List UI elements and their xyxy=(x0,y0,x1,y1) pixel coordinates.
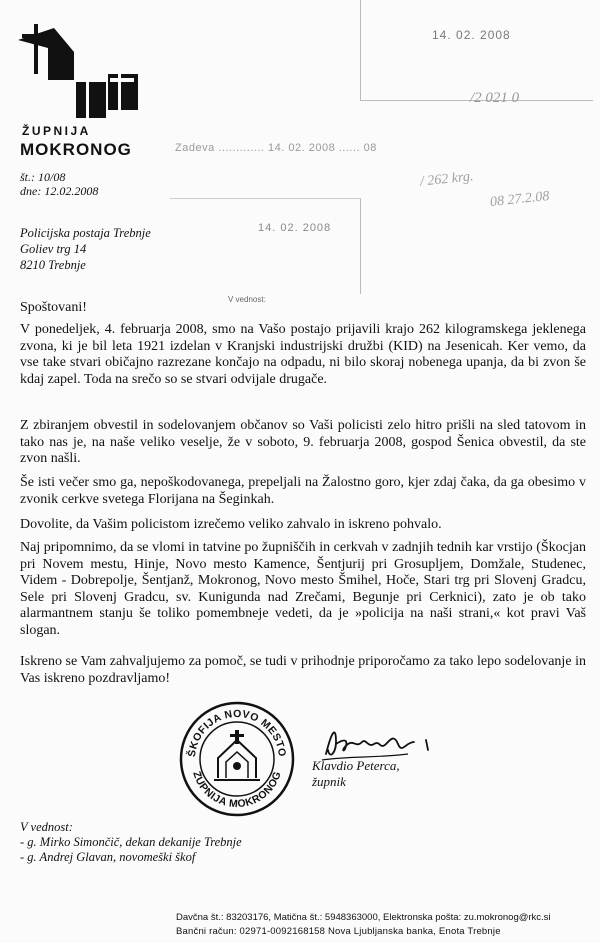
footer-bank-info: Bančni račun: 02971-0092168158 Nova Ljubljanska banka, Enota Trebnje xyxy=(176,926,501,937)
cc-heading: V vednost: xyxy=(20,820,73,834)
greeting: Spoštovani! xyxy=(20,300,87,315)
received-stamp-box xyxy=(360,0,593,101)
cc-item-1: - g. Mirko Simončič, dekan dekanije Trebnje xyxy=(20,835,242,849)
received-stamp-date: 14. 02. 2008 xyxy=(432,28,511,42)
received-stamp-date-2: 14. 02. 2008 xyxy=(258,222,332,234)
seal-bottom-text: ŽUPNIJA MOKRONOG xyxy=(190,769,284,811)
recipient-line-2: Goliev trg 14 xyxy=(20,242,87,256)
parish-logo-icon xyxy=(14,22,142,122)
recipient-line-3: 8210 Trebnje xyxy=(20,258,86,272)
handwritten-note: / 262 krg. xyxy=(419,169,475,190)
parish-seal-icon xyxy=(178,700,296,818)
paragraph-1: V ponedeljek, 4. februarja 2008, smo na Vašo postajo prijavili krajo 262 kilogramskega jeklenega zvona, ki je bil leta 1921 izdelan v Kranjski industrijski družbi (KID) na Jesenicah. Ker vemo, da vse take stvari običajno razrezane končajo na odpadu, ni bilo skoraj nobenega upanja, da bi zvon še kdaj zapel. Toda na srečo so se stvari odvijale drugače. xyxy=(20,322,586,387)
brand-line-2: MOKRONOG xyxy=(20,140,132,159)
registration-stamp-row: Zadeva ............. 14. 02. 2008 ...... 08 xyxy=(175,142,377,154)
recipient-line-1: Policijska postaja Trebnje xyxy=(20,226,151,240)
signatory xyxy=(312,758,400,790)
cc-item-2: - g. Andrej Glavan, novomeški škof xyxy=(20,850,196,864)
paragraph-5: Naj pripomnimo, da se vlomi in tatvine po župniščih in cerkvah v zadnjih tednih kar vrstijo (Škocjan pri Novem mestu, Hinje, Novo mesto Kamence, Šentjurij pri Grosupljem, Domžale, Studenec, Videm - Dobrepolje, Šentjanž, Mokronog, Novo mesto Šmihel, Hoče, Stari trg pri Slovenj Gradcu, Sele pri Slovenj Gradcu, sv. Kunigunda nad Zrečami, Begunje pri Cerknici), zato je ob tako alarmantnem stanju še toliko pomembneje vedeti, da je »policija na naši strani,« kot pravi Vaš slogan. xyxy=(20,540,586,638)
handwritten-date: 08 27.2.08 xyxy=(489,188,551,211)
cc-block xyxy=(20,820,242,865)
handwritten-number: /2 021 0 xyxy=(470,90,520,106)
paragraph-6: Iskreno se Vam zahvaljujemo za pomoč, se tudi v prihodnje priporočamo za tako lepo sodelovanje in Vas iskreno pozdravljamo! xyxy=(20,654,586,686)
stamp-vednost-label: V vednost: xyxy=(228,295,266,304)
paragraph-2: Z zbiranjem obvestil in sodelovanjem občanov so Vaši policisti zelo hitro prišli na sled tatovom in tako nas je, na naše veliko veselje, že v soboto, 9. februarja 2008, gospod Šenica obvestil, da ste zvon našli. xyxy=(20,418,586,466)
brand-line-1: ŽUPNIJA xyxy=(22,124,91,138)
reference-block xyxy=(20,170,98,198)
received-stamp-box-2 xyxy=(170,198,361,294)
reference-date: dne: 12.02.2008 xyxy=(20,184,99,198)
paragraph-3: Še isti večer smo ga, nepoškodovanega, prepeljali na Žalostno goro, kjer zdaj čaka, da ga obesimo v zvonik cerkve svetega Florijana na Šeginkah. xyxy=(20,475,586,507)
signatory-title: župnik xyxy=(312,774,346,789)
reference-number: št.: 10/08 xyxy=(20,170,66,184)
footer-tax-info: Davčna št.: 83203176, Matična št.: 5948363000, Elektronska pošta: zu.mokronog@rkc.si xyxy=(176,912,551,923)
seal-top-text: ŠKOFIJA NOVO MESTO xyxy=(185,707,289,758)
signatory-name: Klavdio Peterca, xyxy=(312,758,400,773)
recipient-address xyxy=(20,225,151,273)
paragraph-4: Dovolite, da Vašim policistom izrečemo veliko zahvalo in iskreno pohvalo. xyxy=(20,517,442,532)
